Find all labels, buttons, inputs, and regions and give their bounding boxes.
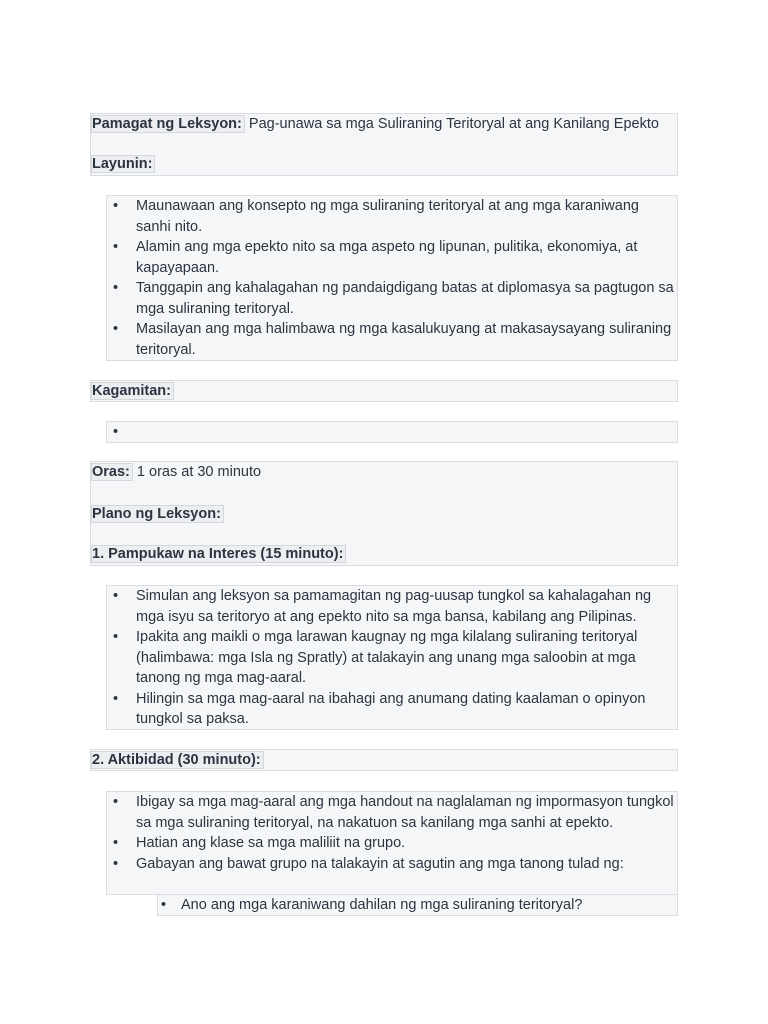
lesson-title-value: Pag-unawa sa mga Suliraning Teritoryal at ang Kanilang Epekto xyxy=(248,116,659,132)
section1-label: 1. Pampukaw na Interes (15 minuto): xyxy=(91,545,346,563)
bullet-icon: • xyxy=(113,321,119,337)
list-item: • Ipakita ang maikli o mga larawan kaugnay ng mga kilalang suliraning teritoryal (halimbawa: mga Isla ng Spratly) at talakayin ang unang mga saloobin at mga tanong ng mga mag-aaral. xyxy=(113,629,638,686)
bullet-icon: • xyxy=(113,280,119,296)
list-item: • Ano ang mga karaniwang dahilan ng mga suliraning teritoryal? xyxy=(161,897,583,913)
oras-value: 1 oras at 30 minuto xyxy=(136,464,262,480)
list-item: • Alamin ang mga epekto nito sa mga aspeto ng lipunan, pulitika, ekonomiya, at kapayapaan. xyxy=(113,239,638,276)
list-item: • Maunawaan ang konsepto ng mga suliraning teritoryal at ang mga karaniwang sanhi nito. xyxy=(113,198,639,235)
section2-sublist xyxy=(158,895,676,915)
plano-heading-line xyxy=(91,504,224,524)
lesson-title-line xyxy=(91,114,659,134)
bullet-icon: • xyxy=(113,629,119,645)
section2-label: 2. Aktibidad (30 minuto): xyxy=(91,751,264,769)
list-item: • Gabayan ang bawat grupo na talakayin at sagutin ang mga tanong tulad ng: xyxy=(108,854,676,875)
list-item: • Simulan ang leksyon sa pamamagitan ng pag-uusap tungkol sa kahalagahan ng mga isyu sa teritoryo at ang epekto nito sa mga bansa, kabilang ang Pilipinas. xyxy=(113,588,652,625)
bullet-icon: • xyxy=(113,588,119,604)
section1-heading-line xyxy=(91,544,346,564)
section1-list xyxy=(108,586,676,730)
oras-label: Oras: xyxy=(91,463,133,481)
layunin-list xyxy=(108,196,676,360)
section2-list xyxy=(108,792,676,874)
kagamitan-box xyxy=(90,380,678,402)
bullet-icon: • xyxy=(113,239,119,255)
kagamitan-list-box xyxy=(106,421,678,443)
kagamitan-label: Kagamitan: xyxy=(91,382,174,400)
bullet-icon: • xyxy=(113,198,119,214)
bullet-icon: • xyxy=(161,897,167,913)
plano-label: Plano ng Leksyon: xyxy=(91,505,224,523)
bullet-icon: • xyxy=(113,794,119,810)
layunin-label: Layunin: xyxy=(91,155,155,173)
kagamitan-heading-line xyxy=(91,381,174,401)
section2-heading-line xyxy=(91,750,264,770)
list-item: • Hatian ang klase sa mga maliliit na grupo. xyxy=(108,833,676,854)
bullet-icon: • xyxy=(113,835,119,851)
layunin-heading-line xyxy=(91,154,155,174)
list-item: • Hilingin sa mga mag-aaral na ibahagi ang anumang dating kaalaman o opinyon tungkol sa paksa. xyxy=(113,690,646,727)
list-item: • Masilayan ang mga halimbawa ng mga kasalukuyang at makasaysayang suliraning teritoryal. xyxy=(113,321,672,358)
list-item: • Ibigay sa mga mag-aaral ang mga handout na naglalaman ng impormasyon tungkol sa mga suliraning teritoryal, na nakatuon sa kanilang mga sanhi at epekto. xyxy=(113,794,674,831)
bullet-icon: • xyxy=(113,855,119,872)
bullet-icon: • xyxy=(113,690,119,707)
oras-line xyxy=(91,462,261,482)
bullet-icon: • xyxy=(113,424,119,440)
list-item: • Tanggapin ang kahalagahan ng pandaigdigang batas at diplomasya sa pagtugon sa mga suliraning teritoryal. xyxy=(113,280,674,317)
lesson-title-label: Pamagat ng Leksyon: xyxy=(91,115,245,133)
